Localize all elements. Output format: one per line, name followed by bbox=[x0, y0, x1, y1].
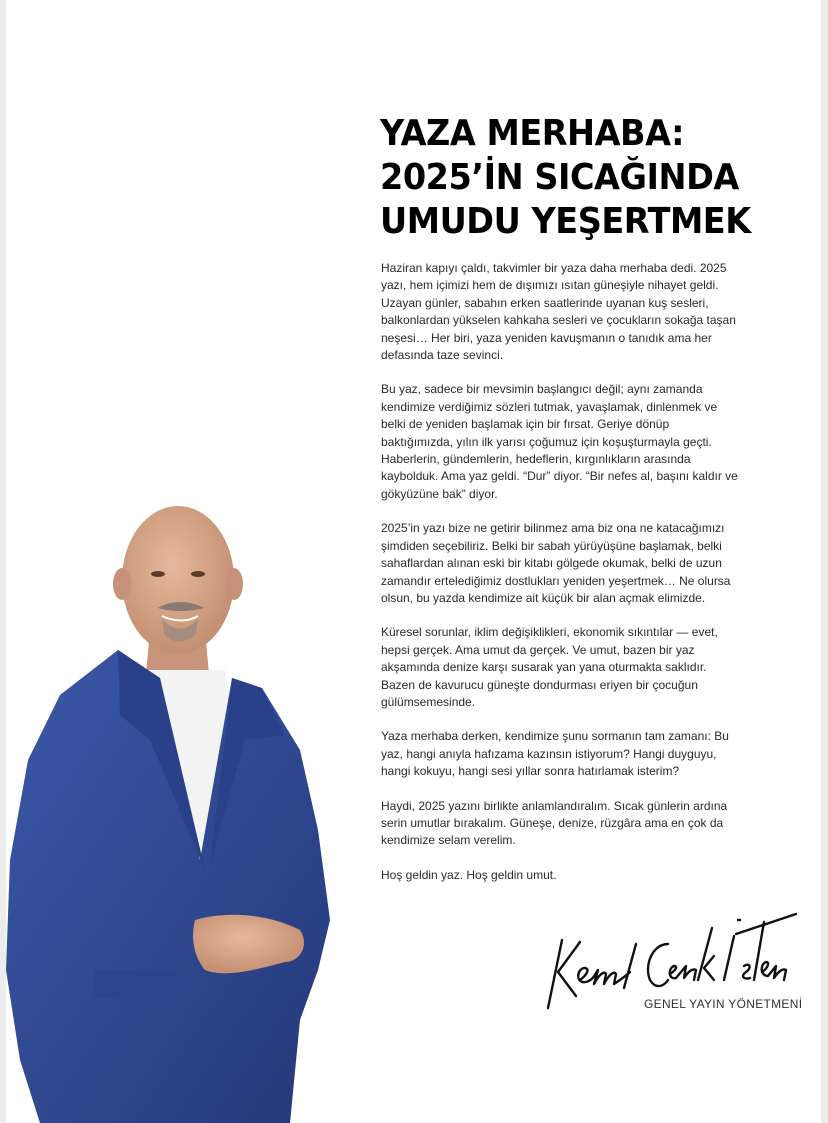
paragraph-6: Haydi, 2025 yazını birlikte anlamlandıralım. Sıcak günlerin ardına serin umutlar bırakalım. Güneşe, denize, rüzgâra ama en çok da kendimize selam verelim. bbox=[381, 798, 728, 848]
headline-line-3: UMUDU YEŞERTMEK bbox=[380, 201, 751, 242]
paragraph-7: Hoş geldin yaz. Hoş geldin umut. bbox=[381, 867, 557, 882]
paragraph-1: Haziran kapıyı çaldı, takvimler bir yaza daha merhaba dedi. 2025 yazı, hem içimizi hem de dışımızı ısıtan güneşiyle nihayet geldi. Uzayan günler, sabahın erken saatlerinde uyanan kuş sesleri, balkonlardan yükselen kahkaha sesleri ve çocukların sokağa taşan neşesi… Her biri, yaza yeniden kavuşmanın o tanıdık ama her defasında taze sevinci. bbox=[381, 261, 736, 363]
article-body bbox=[381, 260, 741, 901]
author-portrait-photo bbox=[0, 500, 340, 1123]
headline-line-1: YAZA MERHABA: bbox=[380, 113, 685, 154]
author-title: GENEL YAYIN YÖNETMENİ bbox=[644, 997, 803, 1011]
page-edge-right bbox=[821, 0, 828, 1123]
paragraph-4: Küresel sorunlar, iklim değişiklikleri, ekonomik sıkıntılar — evet, hepsi gerçek. Ama umut da gerçek. Ve umut, bazen bir yaz akşamında denize karşı susarak yan yana oturmakta saklıdır. Bazen de kavurucu güneşte dondurması eriyen bir çocuğun gülümsemesinde. bbox=[381, 625, 718, 709]
paragraph-2: Bu yaz, sadece bir mevsimin başlangıcı değil; aynı zamanda kendimize verdiğimiz sözleri tutmak, yavaşlamak, dinlenmek ve belki de yeniden başlamak için bir fırsat. Geriye dönüp baktığımızda, yılın ilk yarısı çoğumuz için koşuşturmayla geçti. Haberlerin, gündemlerin, hedeflerin, kırgınlıkların arasında kaybolduk. Ama yaz geldi. “Dur” diyor. “Bir nefes al, başını kaldır ve gökyüzüne bak” diyor. bbox=[381, 382, 738, 501]
paragraph-3: 2025’in yazı bize ne getirir bilinmez ama biz ona ne katacağımızı şimdiden seçebiliriz. Belki bir sabah yürüyüşüne başlamak, belki sahaflardan alınan eski bir kitabı gölgede okumak, belki de uzun zamandır ertelediğimiz dostlukları yeniden yeşertmek… Ne olursa olsun, bu yazda kendimize ait küçük bir alan açmak elimizde. bbox=[381, 521, 731, 605]
paragraph-5: Yaza merhaba derken, kendimize şunu sormanın tam zamanı: Bu yaz, hangi anıyla hafızama kazınsın istiyorum? Hangi duyguyu, hangi kokuyu, hangi sesi yıllar sonra hatırlamak isterim? bbox=[381, 729, 729, 779]
article-headline bbox=[380, 112, 800, 244]
headline-line-2: 2025’İN SICAĞINDA bbox=[380, 157, 739, 198]
